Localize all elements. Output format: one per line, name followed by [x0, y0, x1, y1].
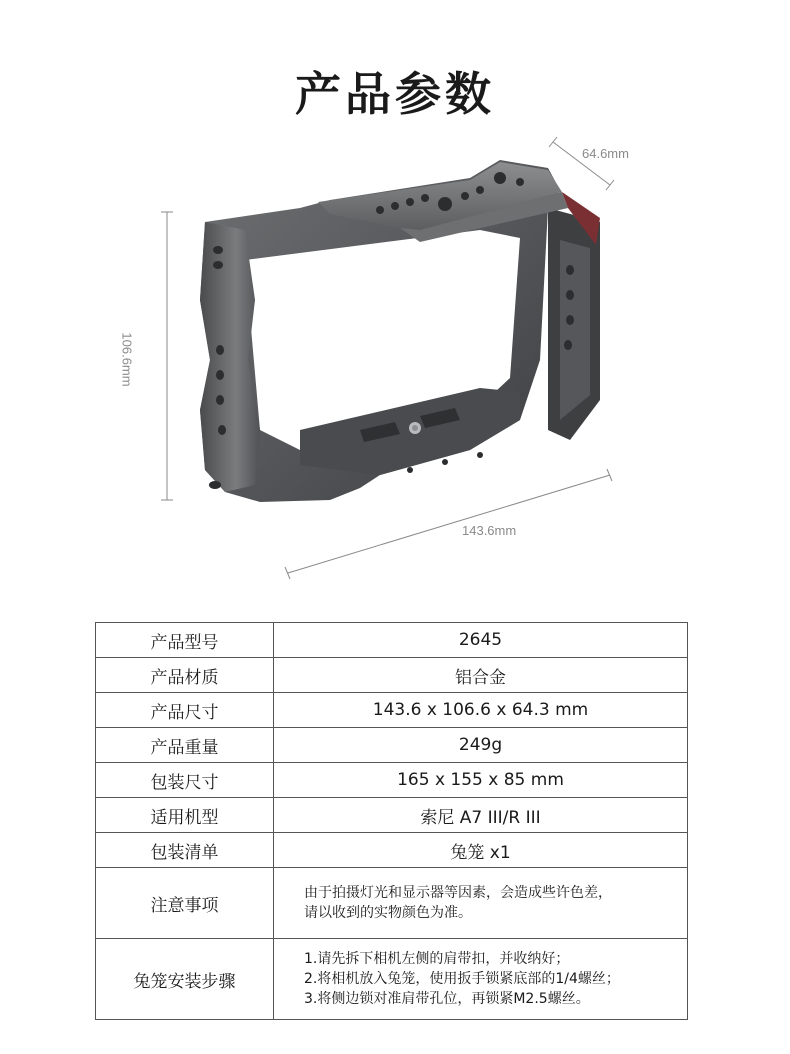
install-step: 3.将侧边锁对准肩带孔位，再锁紧M2.5螺丝。 [304, 991, 590, 1007]
spec-value: 铝合金 [274, 658, 688, 693]
camera-cage-illustration [0, 130, 790, 590]
spec-value: 2645 [274, 623, 688, 658]
spec-row-package-size [96, 763, 688, 798]
spec-value: 165 x 155 x 85 mm [274, 763, 688, 798]
spec-key: 产品型号 [96, 623, 274, 658]
install-step: 2.将相机放入兔笼，使用扳手锁紧底部的1/4螺丝； [304, 971, 620, 987]
depth-dimension-label: 64.6mm [582, 146, 629, 161]
width-dimension-label: 143.6mm [462, 523, 517, 538]
spec-key: 注意事项 [96, 868, 274, 939]
spec-key: 产品重量 [96, 728, 274, 763]
spec-key: 适用机型 [96, 798, 274, 833]
page-title: 产品参数 [295, 67, 495, 121]
spec-row-model [96, 623, 688, 658]
spec-row-compatible-model [96, 798, 688, 833]
notes-line: 请以收到的实物颜色为准。 [304, 905, 472, 921]
spec-key: 包装清单 [96, 833, 274, 868]
spec-value: 索尼 A7 III/R III [274, 798, 688, 833]
spec-value: 249g [274, 728, 688, 763]
install-step: 1.请先拆下相机左侧的肩带扣，并收纳好； [304, 951, 570, 967]
spec-value: 143.6 x 106.6 x 64.3 mm [274, 693, 688, 728]
spec-row-size [96, 693, 688, 728]
spec-value-install-steps [274, 939, 688, 1020]
spec-key: 产品材质 [96, 658, 274, 693]
spec-key: 兔笼安装步骤 [96, 939, 274, 1020]
spec-value-notes [274, 868, 688, 939]
spec-row-package-list [96, 833, 688, 868]
spec-row-weight [96, 728, 688, 763]
spec-key: 包装尺寸 [96, 763, 274, 798]
spec-row-notes [96, 868, 688, 939]
spec-value: 兔笼 x1 [274, 833, 688, 868]
notes-line: 由于拍摄灯光和显示器等因素，会造成些许色差， [304, 885, 612, 901]
height-dimension-label: 106.6mm [119, 332, 135, 387]
spec-row-install-steps [96, 939, 688, 1020]
spec-table [95, 622, 688, 1020]
product-image [0, 130, 790, 590]
spec-key: 产品尺寸 [96, 693, 274, 728]
spec-row-material [96, 658, 688, 693]
